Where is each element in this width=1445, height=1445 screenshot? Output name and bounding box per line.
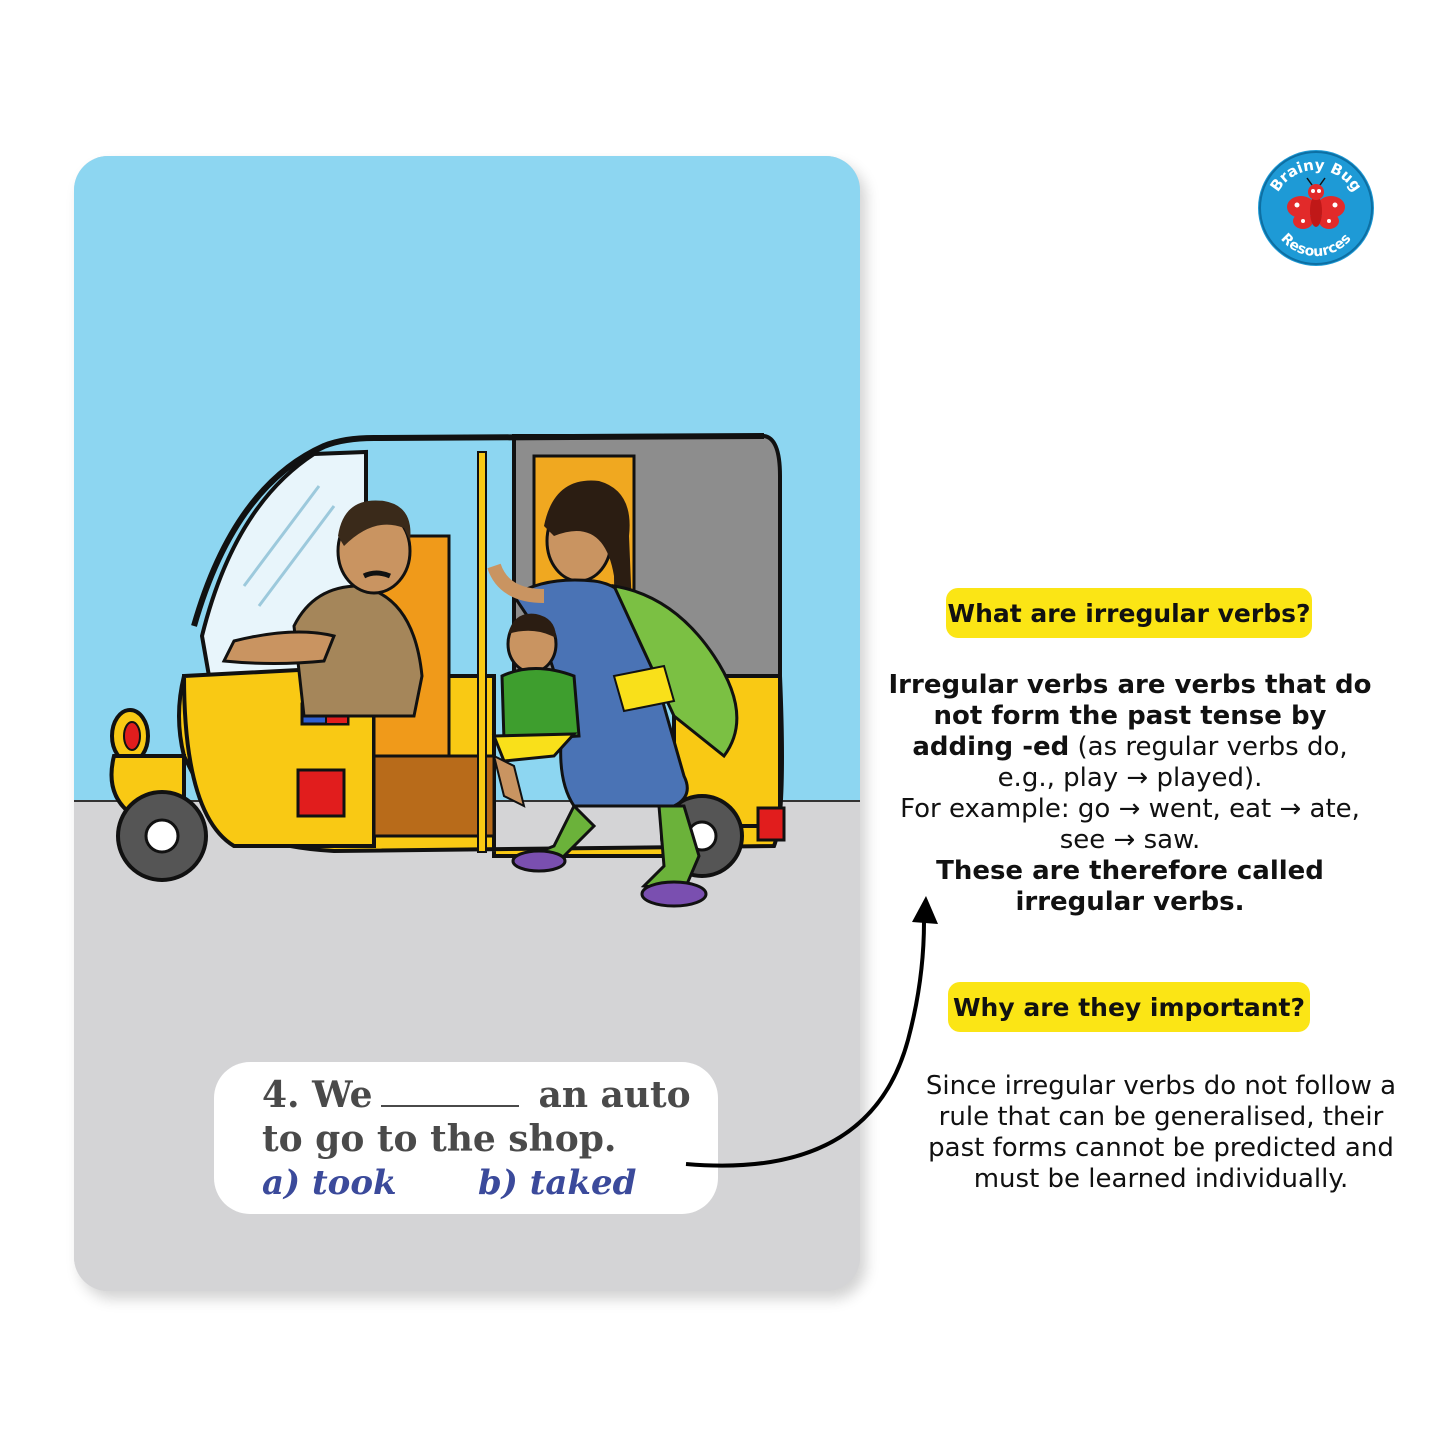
option-a[interactable]: a) took — [262, 1163, 397, 1203]
option-b[interactable]: b) taked — [478, 1163, 637, 1203]
importance-paragraph: Since irregular verbs do not follow a rule that can be generalised, their past forms cannot be predicted and must be learned individually. — [925, 1071, 1397, 1194]
question-line-1-end: an auto — [538, 1074, 691, 1116]
definition-normal: (as regular verbs do, e.g., play → played). — [997, 732, 1348, 793]
heading-irregular-verbs: What are irregular verbs? — [946, 588, 1312, 638]
logo-top-text: Brainy Bug — [1266, 155, 1366, 195]
brainy-bug-logo — [1255, 147, 1377, 269]
question-line-1-start: 4. We — [262, 1074, 373, 1116]
definition-example: For example: go → went, eat → ate, see → saw. — [900, 794, 1360, 855]
question-line-1 — [262, 1074, 691, 1116]
definition-paragraph — [880, 670, 1380, 918]
logo-bottom-text: Resources — [1277, 230, 1355, 261]
question-line-2: to go to the shop. — [262, 1118, 617, 1160]
answer-blank — [381, 1079, 519, 1107]
definition-conclusion: These are therefore called irregular verbs. — [936, 856, 1324, 917]
definition-bold: Irregular verbs are verbs that do not form the past tense by adding -ed — [888, 670, 1372, 762]
heading-why-important: Why are they important? — [948, 982, 1310, 1032]
